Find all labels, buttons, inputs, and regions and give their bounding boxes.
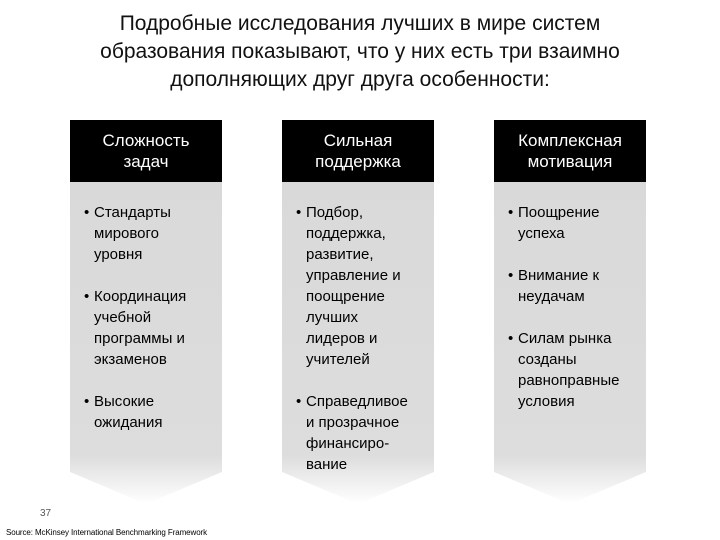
column-body [494, 182, 646, 412]
bullet-line: • Поощрение [518, 204, 600, 221]
bullet-line: лидеров и [306, 330, 378, 347]
slide-title [40, 10, 680, 94]
bullet-list [282, 182, 434, 475]
column-body [70, 182, 222, 433]
column-header [494, 120, 646, 182]
bullet-line: успеха [518, 225, 565, 242]
column-strong-support [282, 120, 434, 496]
bullet-line: • Подбор, [306, 204, 363, 221]
column-header-line: Сильная [323, 131, 393, 150]
bullet-line: развитие, [306, 246, 374, 263]
title-line: дополняющих друг друга особенности: [170, 68, 550, 91]
bullet-line: учителей [306, 351, 370, 368]
bullet-line: • Стандарты [94, 204, 171, 221]
column-header-line: задач [123, 152, 169, 171]
bullet-item [84, 286, 214, 370]
title-line: Подробные исследования лучших в мире систем [119, 12, 601, 35]
bullet-line: ожидания [94, 414, 163, 431]
bullet-list [70, 182, 222, 433]
source-note: Source: McKinsey International Benchmarking Framework [6, 528, 208, 537]
column-task-complexity [70, 120, 222, 454]
bullet-line: лучших [306, 309, 358, 326]
bullet-line: мирового [94, 225, 160, 242]
bullet-line: равноправные [518, 372, 620, 389]
bullet-item [84, 202, 214, 265]
bullet-item [508, 328, 638, 412]
column-body [282, 182, 434, 475]
bullet-line: и прозрачное [306, 414, 400, 431]
column-header-line: Сложность [102, 131, 190, 150]
bullet-line: учебной [94, 309, 152, 326]
bullet-line: уровня [94, 246, 143, 263]
bullet-list [494, 182, 646, 412]
bullet-line: финансиро- [306, 435, 390, 452]
title-line: образования показывают, что у них есть три взаимно [100, 40, 620, 63]
column-header [70, 120, 222, 182]
column-header-line: поддержка [315, 152, 401, 171]
bullet-line: • Координация [94, 288, 187, 305]
bullet-item [84, 391, 214, 433]
bullet-line: созданы [518, 351, 577, 368]
bullet-line: • Силам рынка [518, 330, 612, 347]
bullet-line: поощрение [306, 288, 385, 305]
bullet-line: экзаменов [94, 351, 167, 368]
column-header [282, 120, 434, 182]
bullet-line: поддержка, [306, 225, 386, 242]
bullet-line: вание [306, 456, 348, 473]
bullet-line: • Справедливое [306, 393, 408, 410]
bullet-item [296, 391, 426, 475]
bullet-item [296, 202, 426, 370]
column-complex-motivation [494, 120, 646, 433]
bullet-item [508, 202, 638, 244]
column-header-line: Комплексная [518, 131, 622, 150]
page-number: 37 [40, 508, 52, 519]
bullet-line: программы и [94, 330, 185, 347]
bullet-line: неудачам [518, 288, 585, 305]
column-header-line: мотивация [527, 152, 613, 171]
bullet-line: условия [518, 393, 575, 410]
bullet-line: • Внимание к [518, 267, 600, 284]
bullet-item [508, 265, 638, 307]
bullet-line: управление и [306, 267, 401, 284]
bullet-line: • Высокие [94, 393, 155, 410]
